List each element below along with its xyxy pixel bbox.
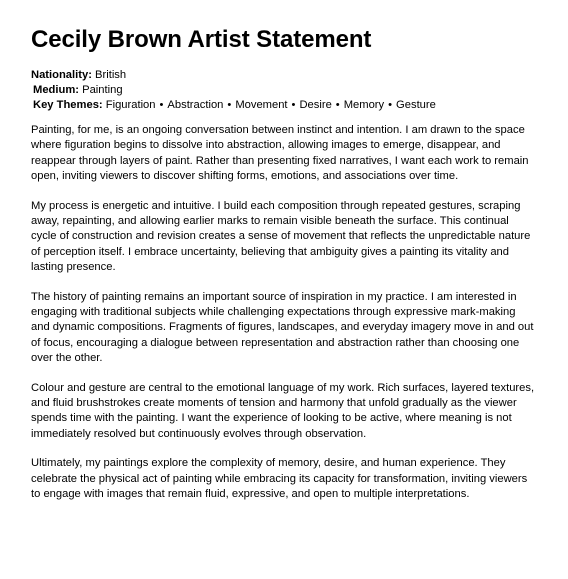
statement-paragraph-3: The history of painting remains an important source of inspiration in my practice. I am interested in engaging with traditional subjects while challenging expectations through expressive mark-making and dynamic compositions. Fragments of figures, landscapes, and everyday imagery move in and out of focus, encouraging a dialogue between representation and abstraction rather than choosing one over the other.	[31, 290, 534, 364]
theme-separator: •	[291, 99, 296, 111]
document-title: Cecily Brown Artist Statement	[31, 26, 372, 53]
key-theme-item: Gesture	[396, 99, 436, 111]
metadata-block	[31, 68, 538, 113]
key-theme-item: Memory	[343, 99, 385, 111]
nationality-value: British	[95, 69, 127, 81]
key-themes-line	[31, 98, 538, 113]
statement-body	[31, 123, 538, 502]
statement-paragraph-1: Painting, for me, is an ongoing conversation between instinct and intention. I am drawn to the space where figuration begins to dissolve into abstraction, allowing images to emerge, disappear, and reappear through layers of paint. Rather than presenting fixed narratives, I want each work to remain open, inviting viewers to discover shifting forms, emotions, and associations over time.	[31, 124, 529, 182]
medium-value: Painting	[82, 84, 123, 96]
theme-separator: •	[227, 99, 232, 111]
statement-paragraph-2: My process is energetic and intuitive. I build each composition through repeated gestures, scraping away, repainting, and allowing earlier marks to remain visible beneath the surface. This continual cycle of construction and revision creates a sense of movement that reflects the unpredictable nature of perception itself. I embrace uncertainty, believing that ambiguity gives a painting its vitality and lasting presence.	[31, 199, 531, 273]
nationality-label: Nationality:	[31, 69, 92, 81]
theme-separator: •	[335, 99, 340, 111]
statement-paragraph-4: Colour and gesture are central to the emotional language of my work. Rich surfaces, layered textures, and fluid brushstrokes create moments of tension and harmony that unfold gradually as the viewer spends time with the painting. I want the experience of looking to be active, where meaning is not immediately resolved but continuously evolves through observation.	[31, 381, 535, 440]
statement-paragraph-5: Ultimately, my paintings explore the complexity of memory, desire, and human experience. They celebrate the physical act of painting while embracing its capacity for transformation, inviting viewers to engage with images that remain fluid, expressive, and open to multiple interpretations.	[31, 457, 528, 500]
key-themes-list	[106, 99, 436, 111]
key-theme-item: Abstraction	[167, 99, 224, 111]
theme-separator: •	[388, 99, 393, 111]
nationality-line	[31, 68, 538, 83]
key-theme-item: Figuration	[105, 99, 156, 111]
medium-label: Medium:	[33, 84, 79, 96]
key-theme-item: Desire	[299, 99, 332, 111]
key-themes-label: Key Themes:	[33, 99, 103, 111]
key-theme-item: Movement	[235, 99, 288, 111]
medium-line	[31, 83, 538, 98]
theme-separator: •	[159, 99, 164, 111]
